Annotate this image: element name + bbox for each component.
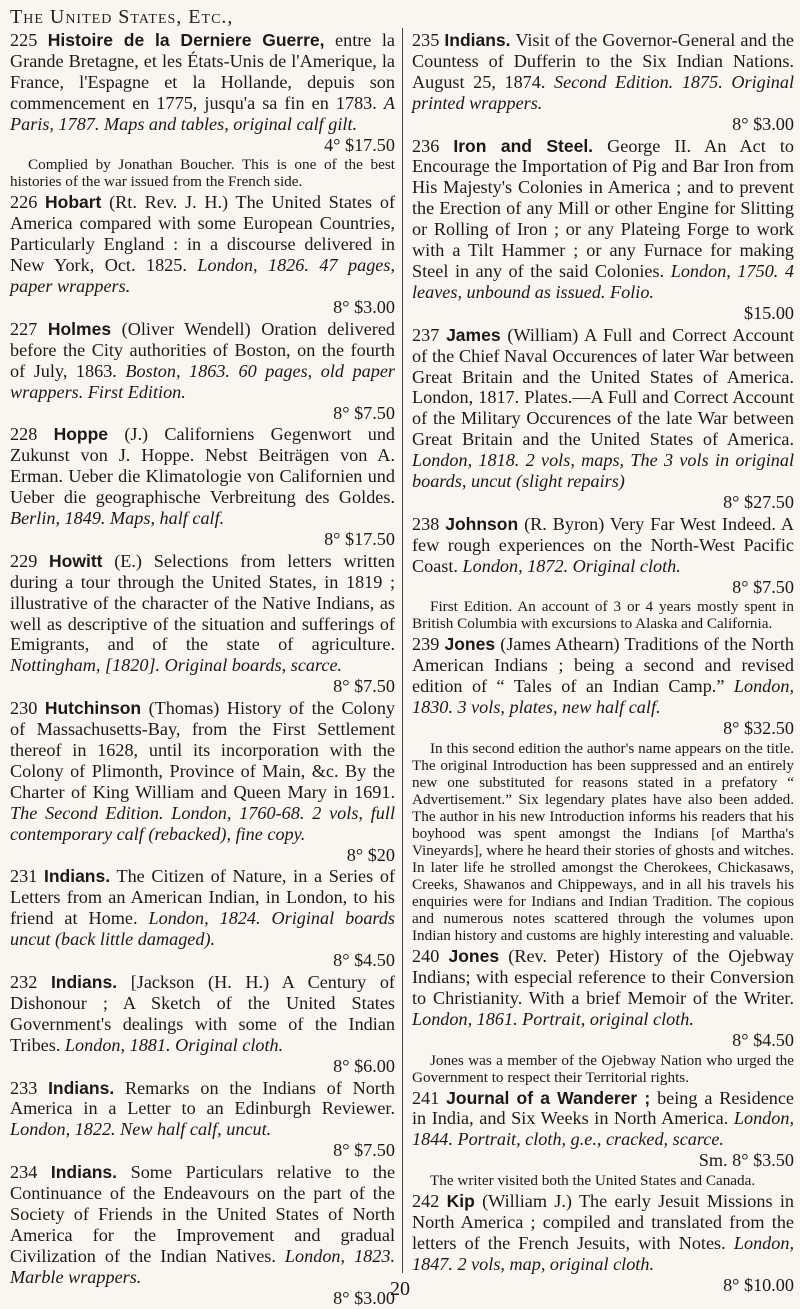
entry-price: Sm. 8° $3.50 xyxy=(698,1150,794,1171)
entry-imprint: London, 1818. 2 vols, maps, The 3 vols in original boards, uncut (slight repairs) xyxy=(412,450,794,492)
entry-number: 229 xyxy=(10,550,38,571)
entry-heading: Hutchinson xyxy=(44,698,142,719)
entry-price: 8° $7.50 xyxy=(333,402,395,423)
catalog-entry xyxy=(412,30,794,135)
catalog-entry xyxy=(412,136,794,324)
entry-heading: Holmes xyxy=(47,318,112,339)
entry-price: 8° $3.00 xyxy=(333,1287,395,1308)
entry-imprint: London, 1847. 2 vols, map, original cloth. xyxy=(412,1232,794,1274)
entry-imprint: A Paris, 1787. Maps and tables, original calf gilt. xyxy=(10,92,395,134)
entry-imprint: Berlin, 1849. Maps, half calf. xyxy=(10,508,225,529)
entry-number: 232 xyxy=(10,971,38,992)
entry-description: (William) A Full and Correct Account of the Chief Naval Occurences of later War between Great Britain and the United States of America. London, 1817. Plates.—A Full and Correct Account of the Military Occurences of the late War between Great Britain and the United States of America. xyxy=(412,324,795,450)
entry-heading: Indians. xyxy=(50,1162,117,1183)
entry-price: 8° $4.50 xyxy=(732,1029,794,1050)
entry-number: 227 xyxy=(10,318,38,339)
entry-number: 226 xyxy=(10,192,38,213)
entry-heading: Johnson xyxy=(445,513,519,534)
entry-price: 8° $6.00 xyxy=(333,1055,395,1076)
entry-number: 239 xyxy=(412,634,440,655)
catalog-entry xyxy=(412,325,794,513)
entry-imprint: London, 1822. New half calf, uncut. xyxy=(10,1119,272,1140)
entry-imprint: London, 1844. Portrait, cloth, g.e., cracked, scarce. xyxy=(412,1108,794,1150)
entry-number: 234 xyxy=(10,1162,38,1183)
entry-description: (J.) Californiens Gegenwort und Zukunst von J. Hoppe. Nebst Beiträgen von A. Erman. Ueber die Klimatologie von Californien und Ueber die geographische Verbreitung des Goldes. xyxy=(10,424,396,508)
entry-heading: Histoire de la Derniere Guerre, xyxy=(47,30,325,50)
entry-description: (Rev. Peter) History of the Ojebway Indians; with especial reference to their Conversion to Christianity. With a brief Memoir of the Writer. xyxy=(412,946,795,1008)
entry-heading: Indians. xyxy=(48,1077,115,1098)
entry-heading: Indians. xyxy=(444,30,511,50)
entry-heading: Iron and Steel. xyxy=(453,135,594,156)
entry-note: In this second edition the author's name appears on the title. The original Introduction has been suppressed and an entirely new one substituted for reasons stated in a prefatory “ Advertisement.” Six legendary plates have also been added. The author in his new Introduction informs his readers that his boyhood was spent amongst the Indians [of Martha's Vineyards], where he heard their stories of ghosts and witches. In later life he strolled amongst the Cherokees, Chickasaws, Creeks, Shawanos and Chippeways, and in all his travels his enquiries were for Indians and Indian Tradition. The copious and numerous notes scattered through the volumes upon Indian history and customs are highly interesting and valuable. xyxy=(412,740,794,944)
entry-number: 236 xyxy=(412,135,440,156)
entry-description: George II. An Act to Encourage the Importation of Pig and Bar Iron from His Majesty's Colonies in America ; and to prevent the Erection of any Mill or other Engine for Slitting or Rolling of Iron ; or any Plateing Forge to work with a Tilt Hammer ; or any Furnace for making Steel in any of the said Colonies. xyxy=(412,135,794,281)
entry-imprint: London, 1861. Portrait, original cloth. xyxy=(412,1008,694,1029)
entry-imprint: London, 1830. 3 vols, plates, new half calf. xyxy=(412,676,794,718)
catalog-entry xyxy=(10,319,395,424)
entry-number: 242 xyxy=(412,1191,440,1212)
entry-heading: Kip xyxy=(446,1191,475,1212)
left-column xyxy=(10,30,395,1309)
entry-heading: Journal of a Wanderer ; xyxy=(446,1087,651,1108)
entry-description: Remarks on the Indians of North America in a Letter to an Edinburgh Reviewer. xyxy=(10,1077,396,1119)
entry-number: 235 xyxy=(412,30,440,50)
entry-imprint: Second Edition. 1875. Original printed wrappers. xyxy=(412,71,795,113)
entry-number: 237 xyxy=(412,324,440,345)
entry-number: 228 xyxy=(10,424,38,445)
entry-price: 8° $17.50 xyxy=(324,528,395,549)
entry-description: (James Athearn) Traditions of the North American Indians ; being a second and revised edition of “ Tales of an Indian Camp.” xyxy=(412,634,794,697)
entry-description: (E.) Selections from letters written during a tour through the United States, in 1819 ; illustrative of the character of the Native Indians, as well as descriptive of the situation and sufferings of Emigrants, and of the state of agriculture. xyxy=(10,550,395,655)
entry-number: 233 xyxy=(10,1077,38,1098)
entry-heading: Jones xyxy=(444,634,496,655)
entry-price: 8° $20 xyxy=(346,844,395,865)
entry-description: entre la Grande Bretagne, et les États-Unis de l'Amerique, la France, l'Espagne et la Hollande, depuis son commencement en 1775, jusqu'a sa fin en 1783. xyxy=(10,30,396,113)
entry-description: (Thomas) History of the Colony of Massachusetts-Bay, from the First Settlement thereof in 1628, until its incorporation with the Colony of Plimonth, Province of Main, &c. By the Charter of King William and Queen Mary in 1691. xyxy=(10,698,396,802)
entry-note: First Edition. An account of 3 or 4 years mostly spent in British Columbia with excursions to Alaska and California. xyxy=(412,598,794,633)
entry-imprint: London, 1824. Original boards uncut (back little damaged). xyxy=(10,908,396,950)
catalog-entry xyxy=(10,866,395,971)
entry-imprint: London, 1823. Marble wrappers. xyxy=(10,1245,395,1287)
entry-price: 8° $32.50 xyxy=(723,718,794,739)
right-column xyxy=(412,30,794,1297)
catalog-entry xyxy=(412,634,794,739)
page-number: 20 xyxy=(390,1278,410,1300)
catalog-entry xyxy=(10,551,395,697)
entry-number: 225 xyxy=(10,30,38,50)
entry-description: Visit of the Governor-General and the Countess of Dufferin to the Six Indian Nations. August 25, 1874. xyxy=(412,30,795,92)
catalog-entry xyxy=(412,946,794,1051)
entry-price: 8° $3.00 xyxy=(333,296,395,317)
entry-description: (Rt. Rev. J. H.) The United States of America compared with some European Countries, Particularly England : in a discourse delivered in New York, Oct. 1825. xyxy=(10,192,395,276)
entry-note: Jones was a member of the Ojebway Nation who urged the Government to respect their Territorial rights. xyxy=(412,1051,794,1086)
entry-description: (Oliver Wendell) Oration delivered before the City authorities of Boston, on the fourth of July, 1863. xyxy=(10,318,395,381)
entry-heading: James xyxy=(446,324,501,345)
entry-price: $15.00 xyxy=(743,302,794,323)
entry-heading: Hoppe xyxy=(53,424,109,445)
entry-imprint: London, 1872. Original cloth. xyxy=(462,555,681,576)
column-divider xyxy=(402,28,403,1273)
entry-heading: Jones xyxy=(448,946,500,966)
catalog-entry xyxy=(412,514,794,598)
entry-imprint: The Second Edition. London, 1760-68. 2 vols, full contemporary calf (rebacked), fine copy. xyxy=(10,802,395,844)
entry-price: 8° $4.50 xyxy=(333,950,395,971)
entry-description: (William J.) The early Jesuit Missions in North America ; compiled and translated from the letters of the French Jesuits, with Notes. xyxy=(412,1191,795,1253)
entry-price: 8° $7.50 xyxy=(732,576,794,597)
catalog-entry xyxy=(10,1078,395,1162)
entry-price: 8° $3.00 xyxy=(732,113,794,134)
entry-number: 231 xyxy=(10,866,38,887)
entry-heading: Indians. xyxy=(43,866,111,887)
entry-price: 4° $17.50 xyxy=(324,134,395,155)
entry-price: 8° $10.00 xyxy=(723,1274,794,1295)
entry-note: Complied by Jonathan Boucher. This is one of the best histories of the war issued from the French side. xyxy=(10,156,395,191)
entry-description: The Citizen of Nature, in a Series of Letters from an American Indian, in London, to his friend at Home. xyxy=(10,866,396,929)
entry-heading: Hobart xyxy=(45,192,102,213)
entry-imprint: London, 1881. Original cloth. xyxy=(64,1034,284,1055)
entry-imprint: Nottingham, [1820]. Original boards, scarce. xyxy=(10,655,343,676)
entry-description: being a Residence in India, and Six Weeks in North America. xyxy=(412,1087,794,1129)
entry-price: 8° $27.50 xyxy=(723,491,794,512)
entry-imprint: London, 1750. 4 leaves, unbound as issued. Folio. xyxy=(412,260,795,302)
entry-imprint: Boston, 1863. 60 pages, old paper wrappers. First Edition. xyxy=(10,360,395,402)
catalog-entry xyxy=(10,972,395,1077)
catalog-entry xyxy=(10,424,395,549)
entry-number: 241 xyxy=(412,1087,440,1108)
entry-imprint: London, 1826. 47 pages, paper wrappers. xyxy=(10,255,395,297)
entry-price: 8° $7.50 xyxy=(333,1140,395,1161)
entry-heading: Indians. xyxy=(50,971,118,992)
catalog-entry xyxy=(10,30,395,155)
entry-description: Some Particulars relative to the Continuance of the Endeavours on the part of the Society of Friends in the United States of North America for the Improvement and gradual Civilization of the Indian Natives. xyxy=(10,1162,396,1266)
entry-heading: Howitt xyxy=(49,550,103,571)
catalog-entry xyxy=(10,698,395,865)
entry-description: (R. Byron) Very Far West Indeed. A few rough experiences on the North-West Pacific Coast. xyxy=(412,513,795,576)
entry-number: 240 xyxy=(412,946,440,966)
entry-number: 230 xyxy=(10,698,38,719)
running-head: The United States, Etc., xyxy=(10,6,234,28)
entry-description: [Jackson (H. H.) A Century of Dishonour ; A Sketch of the United States Government's dealings with some of the Indian Tribes. xyxy=(10,971,395,1055)
entry-note: The writer visited both the United States and Canada. xyxy=(430,1172,756,1190)
entry-number: 238 xyxy=(412,513,440,534)
entry-price: 8° $7.50 xyxy=(333,676,395,697)
catalog-entry xyxy=(412,1088,794,1172)
catalog-entry xyxy=(10,192,395,317)
